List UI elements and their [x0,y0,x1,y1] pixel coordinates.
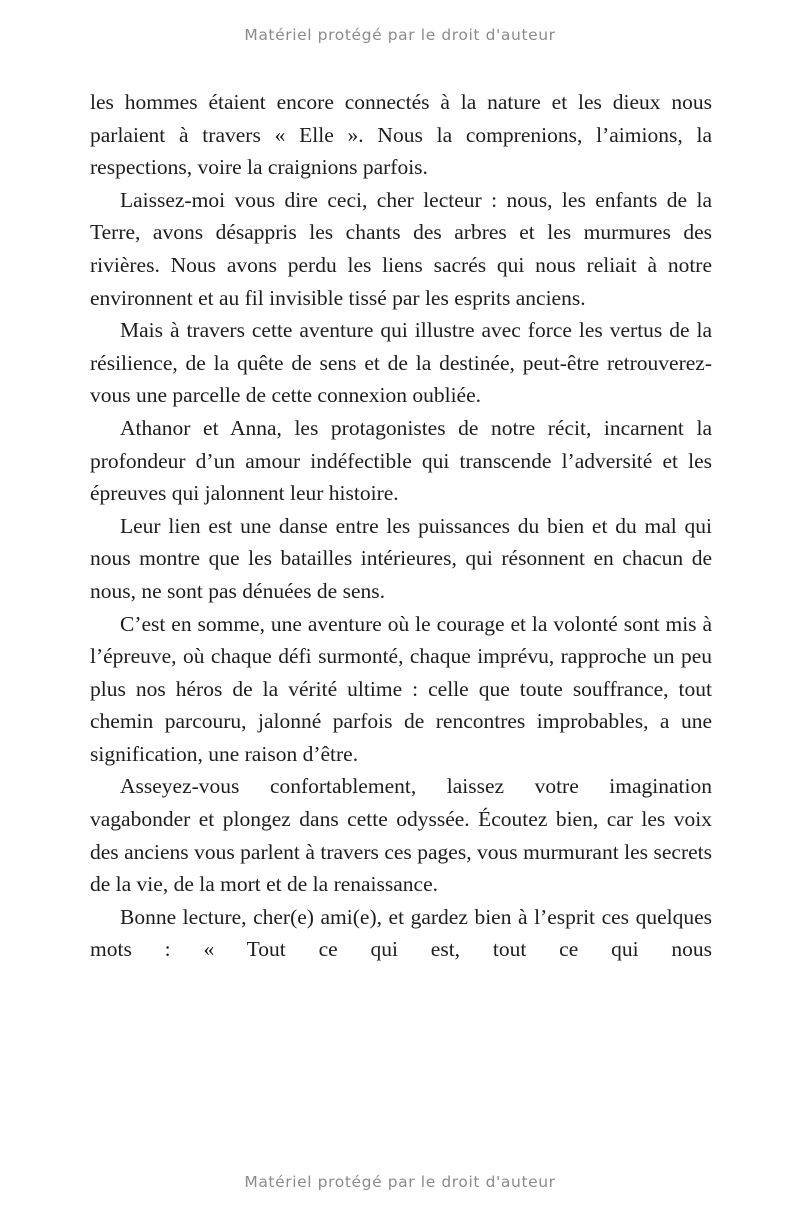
paragraph: Athanor et Anna, les protagonistes de notre récit, incarnent la profondeur d’un amour indéfectible qui transcende l’adversité et les épreuves qui jalonnent leur histoire. [90,415,712,506]
paragraph: Leur lien est une danse entre les puissances du bien et du mal qui nous montre que les batailles intérieures, qui résonnent en chacun de nous, ne sont pas dénuées de sens. [90,513,712,603]
copyright-notice-bottom: Matériel protégé par le droit d'auteur [244,1173,556,1191]
paragraph: C’est en somme, une aventure où le courage et la volonté sont mis à l’épreuve, où chaque défi surmonté, chaque imprévu, rapproche un peu plus nos héros de la vérité ultime : celle que toute souffrance, tout chemin parcouru, jalonné parfois de rencontres improbables, a une signification, une raison d’être. [90,611,712,766]
paragraph: Mais à travers cette aventure qui illustre avec force les vertus de la résilience, de la quête de sens et de la destinée, peut-être retrouverez-vous une parcelle de cette connexion oubliée. [90,318,712,408]
paragraph: Asseyez-vous confortablement, laissez votre imagination vagabonder et plongez dans cette odyssée. Écoutez bien, car les voix des anciens vous parlent à travers ces pages, vous murmurant les secrets de la vie, de la mort et de la renaissance. [90,774,712,897]
paragraph: Laissez-moi vous dire ceci, cher lecteur : nous, les enfants de la Terre, avons désappris les chants des arbres et les murmures des rivières. Nous avons perdu les liens sacrés qui nous reliait à notre environnent et au fil invisible tissé par les esprits anciens. [90,187,712,310]
paragraph: Bonne lecture, cher(e) ami(e), et gardez bien à l’esprit ces quelques mots : « Tout ce qui est, tout ce qui nous [90,904,712,962]
copyright-notice-top: Matériel protégé par le droit d'auteur [244,26,556,44]
paragraph: les hommes étaient encore connectés à la nature et les dieux nous parlaient à travers « Elle ». Nous la comprenions, l’aimions, la respections, voire la craignions parfois. [90,90,712,180]
page-text [90,86,712,966]
